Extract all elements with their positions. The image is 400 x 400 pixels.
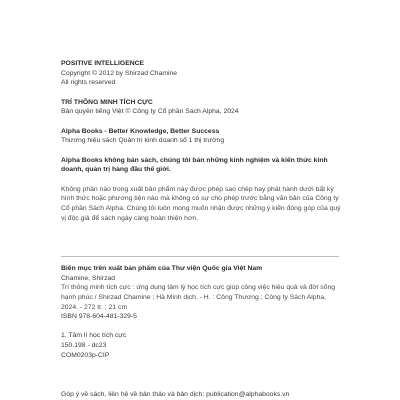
- original-copyright: Copyright © 2012 by Shirzad Chamine: [61, 69, 178, 77]
- copyright-notice: Không phần nào trong xuất bản phẩm này được phép sao chép hay phát hành dưới bất kỳ hình thức hoặc phương tiện nào mà không có sự cho phép trước bằng văn bản của Công ty Cổ phần Sách Alpha. Chúng tôi luôn mong muốn nhận được những ý kiến đóng góp của quý vị độc giả để sách ngày càng hoàn thiện hơn.: [61, 185, 341, 222]
- feedback-contact: Góp ý về sách, liên hệ về bản thảo và bản dịch: publication@alphabooks.vn: [61, 391, 290, 398]
- cataloguing-ddc: 150.198 - dc23: [61, 342, 107, 350]
- spacer: [61, 322, 361, 332]
- original-edition-block: [61, 59, 361, 88]
- cataloguing-block: [61, 264, 361, 360]
- cataloguing-description: Trí thông minh tích cực : ứng dụng tâm lý học tích cực giúp công việc hiệu quả và đời sống hạnh phúc / Shirzad Chamine ; Hà Minh dịch. - H. : Công Thương ; Công ty Sách Alpha, 2024. - 272 tr. ; 21 cm: [61, 284, 336, 311]
- vietnamese-rights: Bản quyền tiếng Việt © Công ty Cổ phần Sách Alpha, 2024: [61, 108, 239, 116]
- cataloguing-subject: 1. Tâm lí học tích cực: [61, 332, 127, 340]
- mission-block: [61, 156, 361, 175]
- original-rights: All rights reserved: [61, 79, 116, 87]
- brand-name: Alpha Books - Better Knowledge, Better Success: [61, 127, 220, 135]
- mission-statement: Alpha Books không bán sách, chúng tôi bán những kinh nghiệm và kiến thức kinh doanh, quản trị hàng đầu thế giới.: [61, 156, 328, 174]
- vietnamese-title: TRÍ THÔNG MINH TÍCH CỰC: [61, 98, 153, 106]
- cataloguing-author: Chamine, Shirzad: [61, 274, 116, 282]
- brand-tagline: Thương hiệu sách Quản trị kinh doanh số 1 thị trường: [61, 137, 225, 145]
- brand-block: [61, 127, 361, 146]
- copyright-page: [61, 59, 361, 233]
- cataloguing-code: COM0203p-CIP: [61, 351, 110, 359]
- original-title: POSITIVE INTELLIGENCE: [61, 60, 145, 67]
- notice-block: [61, 185, 361, 224]
- vietnamese-edition-block: [61, 98, 361, 117]
- divider-rule: [61, 256, 339, 257]
- cataloguing-isbn: ISBN 978-604-481-329-5: [61, 313, 137, 321]
- cataloguing-heading: Biên mục trên xuất bản phẩm của Thư viện Quốc gia Việt Nam: [61, 265, 263, 272]
